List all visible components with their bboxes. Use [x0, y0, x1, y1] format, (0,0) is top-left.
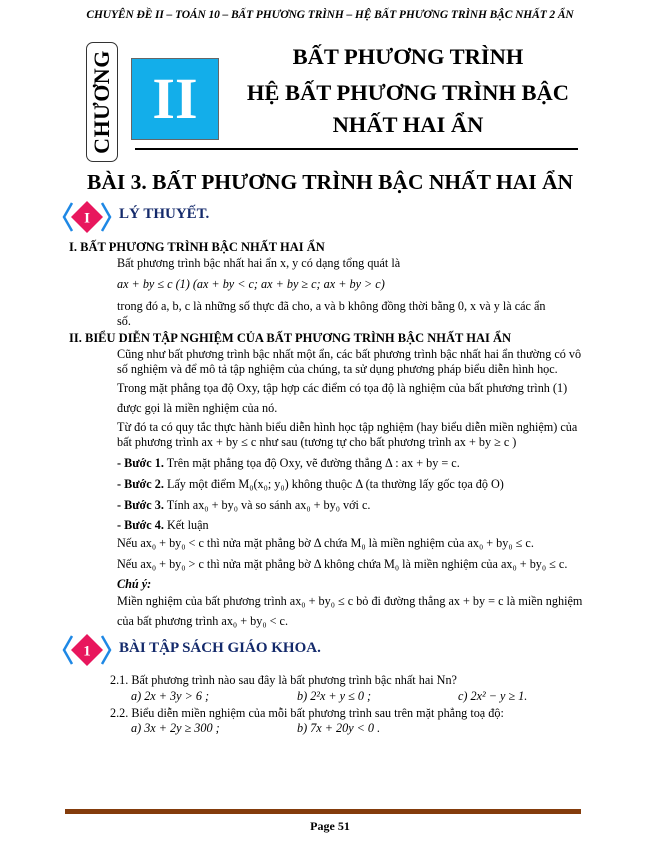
- step-4-text: Kết luận: [163, 518, 209, 532]
- step-3: [117, 498, 370, 513]
- step-4-label: - Bước 4.: [117, 518, 164, 532]
- step-4: [117, 518, 209, 533]
- part2-p1-line1: Cũng như bất phương trình bậc nhất một ẩn, các bất phương trình bậc nhất hai ẩn thường có vô: [117, 347, 582, 361]
- section-theory-title: LÝ THUYẾT.: [119, 206, 210, 222]
- conclusion-2: Nếu ax₀ + by₀ > c thì nửa mặt phẳng bờ Δ không chứa M₀ là miền nghiệm của ax₀ + by₀ ≤ c.: [117, 557, 568, 571]
- part1-line1: Bất phương trình bậc nhất hai ẩn x, y có dạng tổng quát là: [117, 256, 401, 270]
- svg-text:I: I: [84, 210, 90, 227]
- page-number: Page 51: [310, 819, 350, 833]
- note-label: Chú ý:: [117, 577, 152, 591]
- part1-formula: ax + by ≤ c (1) (ax + by < c; ax + by ≥ c; ax + by > c): [117, 277, 385, 291]
- chapter-number: II: [152, 66, 198, 131]
- step-3-label: - Bước 3.: [117, 498, 164, 512]
- exercise-2-2-option-b: b) 7x + 20y < 0 .: [297, 721, 381, 735]
- chapter-divider: [135, 148, 578, 150]
- chapter-number-box: [131, 58, 219, 140]
- chapter-label: CHƯƠNG: [89, 50, 114, 154]
- section-exercises-title: BÀI TẬP SÁCH GIÁO KHOA.: [119, 640, 321, 656]
- exercise-2-1-question: 2.1. Bất phương trình nào sau đây là bất phương trình bậc nhất hai Nn?: [110, 673, 457, 687]
- part1-line3: trong đó a, b, c là những số thực đã cho, a và b không đồng thời bằng 0, x và y là các ẩn: [117, 299, 546, 313]
- exercise-2-1-option-c: c) 2x² − y ≥ 1.: [458, 689, 528, 703]
- exercise-2-1-option-b: b) 2²x + y ≤ 0 ;: [297, 689, 372, 703]
- part2-p2-line1: Trong mặt phẳng tọa độ Oxy, tập hợp các điểm có tọa độ là nghiệm của bất phương trình (1): [117, 381, 568, 395]
- footer-divider: [65, 809, 581, 814]
- step-1-text: Trên mặt phẳng tọa độ Oxy, vẽ đường thẳng Δ : ax + by = c.: [163, 456, 460, 470]
- step-2-label: - Bước 2.: [117, 477, 164, 491]
- exercise-2-1-option-a: a) 2x + 3y > 6 ;: [131, 689, 210, 703]
- part2-p3-line2: bất phương trình ax + by ≤ c như sau (tương tự cho bất phương trình ax + by ≥ c ): [117, 435, 517, 449]
- exercise-2-2-option-a: a) 3x + 2y ≥ 300 ;: [131, 721, 220, 735]
- chapter-label-box: [86, 42, 118, 162]
- chapter-title-line-3: NHẤT HAI ẨN: [332, 112, 484, 137]
- section-theory-header: [62, 200, 122, 239]
- part1-line4: số.: [117, 314, 131, 328]
- lesson-title: BÀI 3. BẤT PHƯƠNG TRÌNH BẬC NHẤT HAI ẨN: [86, 170, 573, 194]
- exercise-2-2-question: 2.2. Biểu diễn miền nghiệm của mỗi bất phương trình sau trên mặt phẳng toạ độ:: [110, 706, 504, 720]
- conclusion-1: Nếu ax₀ + by₀ < c thì nửa mặt phẳng bờ Δ chứa M₀ là miền nghiệm của ax₀ + by₀ ≤ c.: [117, 536, 534, 550]
- chapter-title-line-1: BẤT PHƯƠNG TRÌNH: [292, 44, 524, 69]
- section-exercises-header: [62, 633, 122, 672]
- diamond-badge-icon: [62, 633, 122, 667]
- svg-text:1: 1: [83, 643, 91, 660]
- step-1: [117, 456, 460, 471]
- step-3-text: Tính ax₀ + by₀ và so sánh ax₀ + by₀ với c.: [163, 498, 371, 512]
- step-1-label: - Bước 1.: [117, 456, 164, 470]
- part1-heading: I. BẤT PHƯƠNG TRÌNH BẬC NHẤT HAI ẨN: [69, 240, 325, 254]
- chapter-title-line-2: HỆ BẤT PHƯƠNG TRÌNH BẬC: [246, 80, 570, 105]
- part2-p3-line1: Từ đó ta có quy tắc thực hành biểu diễn hình học tập nghiệm (hay biểu diễn miền nghiệm) của: [117, 420, 578, 434]
- diamond-badge-icon: [62, 200, 122, 234]
- note-line1: Miền nghiệm của bất phương trình ax₀ + by₀ ≤ c bỏ đi đường thẳng ax + by = c là miền nghiệm: [117, 594, 583, 608]
- note-line2: của bất phương trình ax₀ + by₀ < c.: [117, 614, 289, 628]
- part2-p1-line2: số nghiệm và để mô tả tập nghiệm của chúng, ta sử dụng phương pháp biểu diễn hình học.: [117, 362, 558, 376]
- running-header: CHUYÊN ĐỀ II – TOÁN 10 – BẤT PHƯƠNG TRÌNH – HỆ BẤT PHƯƠNG TRÌNH BẬC NHẤT 2 ẨN: [86, 9, 574, 21]
- step-2: [117, 477, 504, 492]
- part2-p2-line2: được gọi là miền nghiệm của nó.: [117, 401, 278, 415]
- part2-heading: II. BIỂU DIỄN TẬP NGHIỆM CỦA BẤT PHƯƠNG TRÌNH BẬC NHẤT HAI ẨN: [69, 331, 512, 345]
- step-2-text: Lấy một điểm M₀(x₀; y₀) không thuộc Δ (ta thường lấy gốc tọa độ O): [163, 477, 504, 491]
